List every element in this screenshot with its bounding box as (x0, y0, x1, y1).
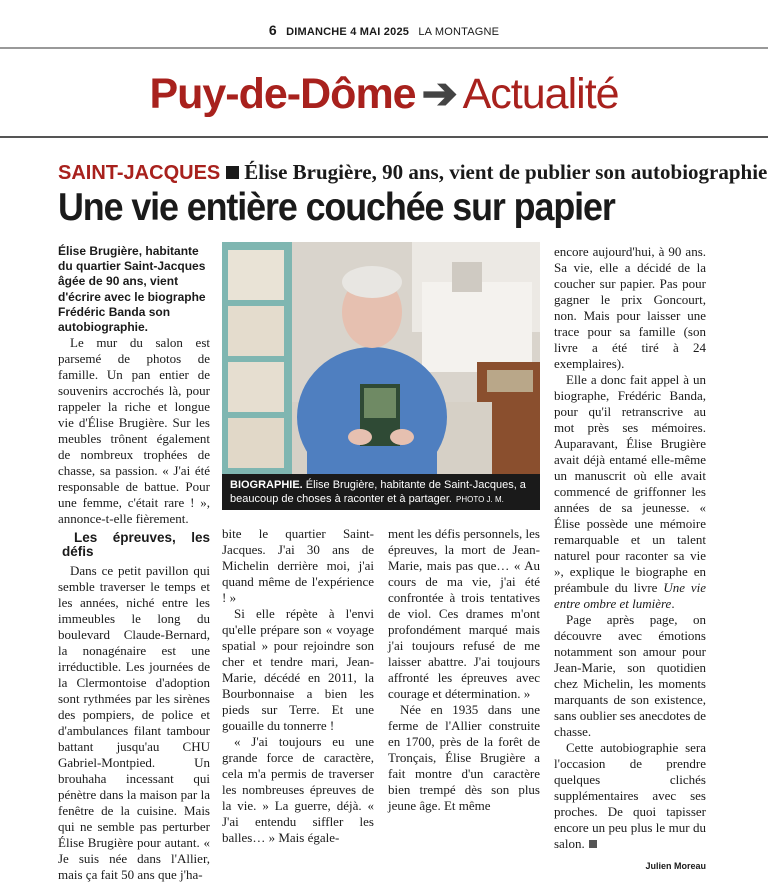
photo-caption (222, 474, 540, 510)
paragraph: ment les défis personnels, les épreuves, la mort de Jean-Marie, mais pas que… « Au cours de ma vie, j'ai été confrontée à trois tentatives de viol. Ces drames m'ont profondément marqué mais j'ai toujours refusé de me laisser abattre. J'ai toujours affronté les épreuves avec courage et détermination. » (388, 526, 540, 701)
photo-credit: PHOTO J. M. (456, 495, 504, 504)
paragraph: bite le quartier Saint-Jacques. J'ai 30 ans de Michelin derrière moi, j'ai quand même de l'expérience ! » (222, 526, 374, 605)
arrow-icon: ➔ (421, 70, 457, 118)
section-title (0, 64, 768, 124)
caption-label: BIOGRAPHIE. (230, 479, 303, 491)
kicker-text: Élise Brugière, 90 ans, vient de publier son autobiographie (244, 160, 768, 184)
section-rule (0, 136, 768, 138)
newspaper-name: LA MONTAGNE (418, 26, 500, 38)
issue-date: DIMANCHE 4 MAI 2025 (286, 26, 410, 38)
article-column-4 (554, 244, 706, 874)
paragraph: Dans ce petit pavillon qui semble traverser le temps et les années, niché entre les immeubles le long du boulevard Claude-Bernard, la nonagénaire est une irréductible. Les journées de la Clermontoise d'adoption sont rythmées par les sirènes des pompiers, de police et d'ambulances filant tambour battant jusqu'au CHU Gabriel-Montpied. Un brouhaha incessant qui pénètre dans la maison par la fenêtre de la cuisine. Mais qui ne semble pas perturber Élise Brugière pour autant. « Je suis née dans l'Allier, mais ça fait 50 ans que j'ha- (58, 563, 210, 883)
article-column-1 (58, 244, 210, 883)
page-header (0, 22, 768, 38)
paragraph (554, 372, 706, 612)
page-number: 6 (268, 22, 277, 38)
article-kicker (58, 160, 767, 185)
article-signature: Julien Moreau (645, 861, 706, 871)
end-square-icon (589, 840, 597, 848)
section-department: Puy-de-Dôme (149, 70, 416, 118)
article-lead: Élise Brugière, habitante du quartier Saint-Jacques âgée de 90 ans, vient d'écrire avec le biographe Frédéric Banda son autobiographie. (58, 244, 206, 335)
paragraph: Née en 1935 dans une ferme de l'Allier construite en 1700, près de la forêt de Tronçais, Élise Brugière a fait montre d'un caractère bien trempé dès son plus jeune âge. Et même (388, 702, 540, 813)
paragraph (554, 740, 706, 852)
section-rubric: Actualité (462, 70, 619, 118)
caption-text: Élise Brugière, habitante de Saint-Jacques, a beaucoup de choses à raconter et à partager. (230, 479, 526, 505)
article-column-3 (388, 526, 540, 814)
header-rule (0, 47, 768, 49)
paragraph: « J'ai toujours eu une grande force de caractère, cela m'a permis de traverser les nombreuses épreuves de la vie. » La guerre, déjà. « J'ai entendu siffler les balles… » Mais égale- (222, 734, 374, 845)
paragraph: Page après page, on découvre avec émotions notamment son amour pour Jean-Marie, son quotidien chez Michelin, les moments marquants de son existence, sans oublier ses anecdotes de chasse. (554, 612, 706, 739)
portrait-photo-illustration (222, 242, 540, 474)
article-headline: Une vie entière couchée sur papier (58, 186, 615, 229)
paragraph: Si elle répète à l'envi qu'elle prépare son « voyage spatial » pour rejoindre son cher et tendre mari, Jean-Marie, décédé en 2011, la Bourbonnaise a bien les pieds sur Terre. Et une gouaille du tonnerre ! (222, 606, 374, 733)
book-title: Une vie entre ombre et lumière (554, 580, 706, 611)
paragraph: Le mur du salon est parsemé de photos de famille. Un pan entier de souvenirs accrochés là, pour rappeler la riche et longue vie d'Élise Brugière. Sur les meubles trônent également de nombreux trophées de chasse, sa passion. « J'ai été responsable de battue. Pour une femme, c'était rare ! », annonce-t-elle fièrement. (58, 335, 210, 527)
article-column-2 (222, 526, 374, 846)
paragraph: encore aujourd'hui, à 90 ans. Sa vie, elle a décidé de la coucher sur papier. Pas pour gagner le prix Goncourt, non. Mais pour laisser une trace pour sa famille (son livre a été tiré à 24 exemplaires). (554, 244, 706, 371)
paragraph-text: Elle a donc fait appel à un biographe, Frédéric Banda, pour qu'il retranscrive au mot près ses mémoires. Auparavant, Élise Brugière avait déjà entamé elle-même un manuscrit où elle avait commencé de griffonner les années de sa jeunesse. « Élise possède une mémoire remarquable et un talent naturel pour raconter sa vie », explique le biographe en préambule du livre (554, 372, 706, 595)
article-subhead: Les épreuves, les défis (62, 530, 210, 560)
article-photo (222, 242, 540, 474)
paragraph-text: Cette autobiographie sera l'occasion de prendre quelques clichés supplémentaires avec ses proches. De quoi tapisser encore un peu plus le mur du salon. (554, 740, 706, 851)
paragraph-end: . (671, 596, 675, 611)
kicker-place: SAINT-JACQUES (58, 162, 221, 184)
square-bullet-icon (226, 166, 239, 179)
